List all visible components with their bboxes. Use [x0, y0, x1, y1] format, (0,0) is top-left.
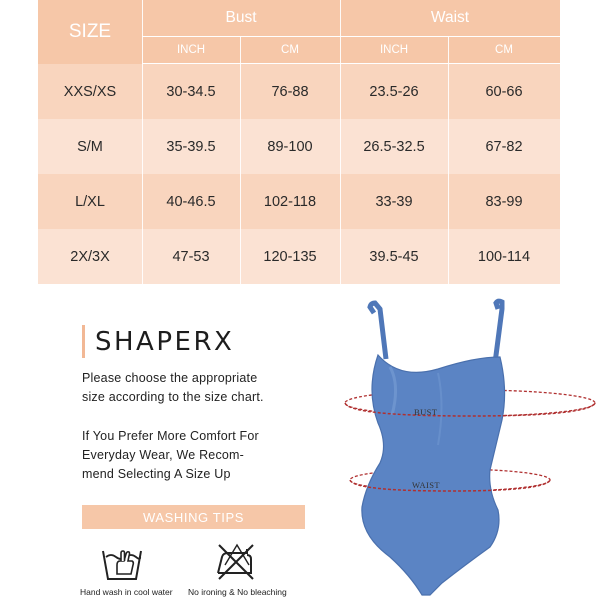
no-iron-no-bleach-icon — [213, 541, 259, 583]
table-row — [38, 64, 560, 119]
text-line: size according to the size chart. — [82, 390, 264, 404]
waist-inch-cell: 26.5-32.5 — [363, 138, 425, 155]
table-row — [38, 174, 560, 229]
bust-inch-header: INCH — [142, 37, 240, 63]
comfort-advice-text — [82, 427, 322, 484]
hand-wash-icon — [100, 541, 144, 583]
size-cell: S/M — [77, 138, 103, 155]
text-line: Please choose the appropriate — [82, 371, 258, 385]
size-advice-text — [82, 369, 322, 407]
bust-group-header: Bust — [142, 0, 340, 36]
text-line: mend Selecting A Size Up — [82, 467, 231, 481]
waist-inch-cell: 33-39 — [375, 193, 413, 210]
column-divider — [142, 0, 143, 284]
waist-group-header: Waist — [340, 0, 560, 36]
bust-cm-cell: 76-88 — [271, 83, 309, 100]
table-row — [38, 119, 560, 174]
bust-cm-cell: 120-135 — [263, 248, 317, 265]
waist-cm-cell: 67-82 — [485, 138, 523, 155]
text-line: If You Prefer More Comfort For — [82, 429, 259, 443]
bust-inch-cell: 30-34.5 — [166, 83, 216, 100]
brand-accent-bar — [82, 325, 85, 358]
waist-cm-cell: 60-66 — [485, 83, 523, 100]
size-cell: XXS/XS — [63, 83, 117, 100]
left-strap — [370, 303, 386, 359]
size-cell: 2X/3X — [70, 248, 110, 265]
waist-cm-header: CM — [448, 37, 560, 63]
bodysuit-figure — [330, 295, 600, 600]
waist-inch-header: INCH — [340, 37, 448, 63]
column-divider — [240, 37, 241, 284]
size-chart-table — [38, 0, 560, 284]
waist-label: WAIST — [412, 480, 440, 490]
no-iron-no-bleach-label: No ironing & No bleaching — [188, 587, 287, 597]
size-column-header: SIZE — [38, 0, 142, 64]
waist-inch-cell: 39.5-45 — [369, 248, 419, 265]
column-divider — [448, 37, 449, 284]
text-line: Everyday Wear, We Recom- — [82, 448, 245, 462]
bust-inch-cell: 47-53 — [172, 248, 210, 265]
washing-tips-banner: WASHING TIPS — [82, 505, 305, 529]
waist-cm-cell: 100-114 — [477, 248, 531, 265]
brand-logo: SHAPERX — [95, 327, 235, 357]
bust-cm-cell: 102-118 — [263, 193, 317, 210]
bust-inch-cell: 35-39.5 — [166, 138, 216, 155]
hand-wash-label: Hand wash in cool water — [80, 587, 173, 597]
bust-cm-cell: 89-100 — [267, 138, 313, 155]
waist-cm-cell: 83-99 — [485, 193, 523, 210]
bust-cm-header: CM — [240, 37, 340, 63]
bodysuit-illustration — [330, 295, 600, 600]
bust-inch-cell: 40-46.5 — [166, 193, 216, 210]
waist-inch-cell: 23.5-26 — [369, 83, 419, 100]
right-strap — [495, 301, 502, 363]
size-cell: L/XL — [75, 193, 105, 210]
header-divider — [142, 36, 560, 37]
column-divider — [340, 0, 341, 284]
bust-label: BUST — [414, 407, 438, 417]
table-row — [38, 229, 560, 284]
bodysuit-body — [362, 355, 505, 595]
